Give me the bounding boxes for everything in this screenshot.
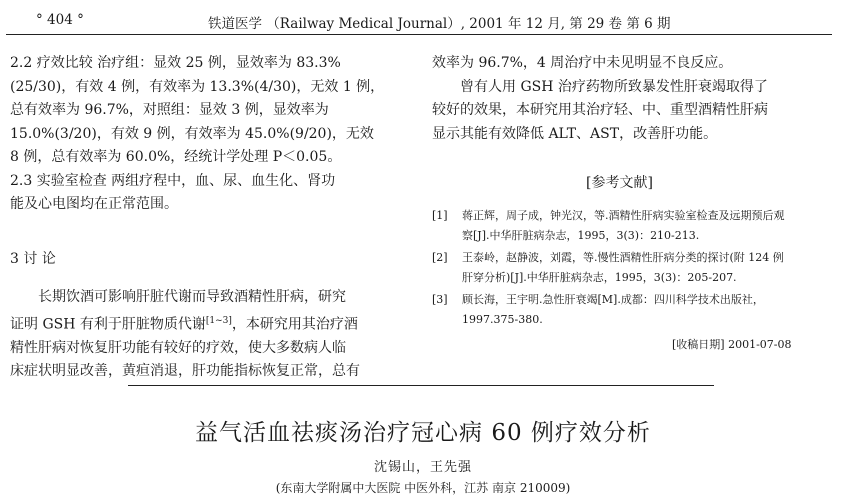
text-fragment: 证明 GSH 有利于肝脏物质代谢 bbox=[10, 316, 206, 333]
text-line: 较好的效果，本研究用其治疗轻、中、重型酒精性肝病 bbox=[432, 102, 768, 118]
article-divider bbox=[128, 385, 714, 386]
text-line: 精性肝病对恢复肝功能有较好的疗效，使大多数病人临 bbox=[10, 339, 346, 356]
reference-text: 肝穿分析)[J].中华肝脏病杂志，1995，3(3)：205-207. bbox=[462, 271, 737, 284]
reference-item bbox=[432, 290, 764, 330]
header-rule bbox=[6, 34, 832, 35]
discussion-paragraph bbox=[10, 286, 410, 384]
article-title: 益气活血祛痰汤治疗冠心病 60 例疗效分析 bbox=[195, 420, 651, 446]
section-3-heading: 3 讨 论 bbox=[10, 251, 56, 267]
reference-text: 王泰岭，赵静波，刘霞，等.慢性酒精性肝病分类的探讨(附 124 例 bbox=[462, 251, 784, 264]
text-line: 15.0%(3/20)，有效 9 例，有效率为 45.0%(9/20)，无效 bbox=[10, 125, 374, 142]
text-line: 2.2 疗效比较 治疗组：显效 25 例，显效率为 83.3% bbox=[10, 55, 341, 71]
text-line: (25/30)，有效 4 例，有效率为 13.3%(4/30)，无效 1 例， bbox=[10, 78, 385, 95]
text-line: 显示其能有效降低 ALT、AST，改善肝功能。 bbox=[432, 125, 718, 142]
reference-text: 蒋正辉，周子成，钟光汉，等.酒精性肝病实验室检查及远期预后观 bbox=[462, 209, 785, 222]
article-authors: 沈锡山，王先强 bbox=[373, 460, 472, 475]
page-number: ° 404 ° bbox=[36, 12, 84, 28]
reference-item bbox=[432, 248, 784, 288]
reference-text: 察[J].中华肝脏病杂志，1995，3(3)：210-213. bbox=[462, 229, 700, 242]
reference-item bbox=[432, 206, 785, 246]
text-line: 长期饮酒可影响肝脏代谢而导致酒精性肝病，研究 bbox=[38, 289, 346, 305]
reference-number: [1] bbox=[432, 209, 448, 222]
text-line: 能及心电图均在正常范围。 bbox=[10, 196, 178, 212]
reference-number: [3] bbox=[432, 293, 448, 306]
text-line: 2.3 实验室检查 两组疗程中，血、尿、血生化、肾功 bbox=[10, 172, 336, 189]
section-2-2 bbox=[10, 52, 410, 217]
text-line: 曾有人用 GSH 治疗药物所致暴发性肝衰竭取得了 bbox=[460, 78, 768, 95]
text-fragment: ，本研究用其治疗酒 bbox=[231, 316, 358, 333]
text-line bbox=[10, 310, 410, 337]
reference-text: 1997.375-380. bbox=[462, 313, 543, 326]
text-line: 8 例，总有效率为 60.0%，经统计学处理 P＜0.05。 bbox=[10, 149, 342, 165]
text-line: 效率为 96.7%，4 周治疗中未见明显不良反应。 bbox=[432, 55, 733, 71]
text-line: 床症状明显改善，黄疸消退，肝功能指标恢复正常，总有 bbox=[10, 363, 360, 380]
citation-marker: [1~3] bbox=[205, 315, 232, 326]
received-date: [收稿日期] 2001-07-08 bbox=[672, 338, 792, 351]
text-line: 总有效率为 96.7%，对照组：显效 3 例，显效率为 bbox=[10, 102, 329, 118]
running-header: 铁道医学 （Railway Medical Journal）, 2001 年 12 月, 第 29 卷 第 6 期 bbox=[208, 16, 671, 32]
right-column-text bbox=[432, 52, 832, 146]
article-affiliation: (东南大学附属中大医院 中医外科，江苏 南京 210009) bbox=[275, 481, 571, 495]
reference-text: 顾长海，王宇明.急性肝衰竭[M].成都：四川科学技术出版社， bbox=[462, 293, 764, 306]
references-heading: [参考文献] bbox=[586, 175, 653, 191]
reference-number: [2] bbox=[432, 251, 448, 264]
